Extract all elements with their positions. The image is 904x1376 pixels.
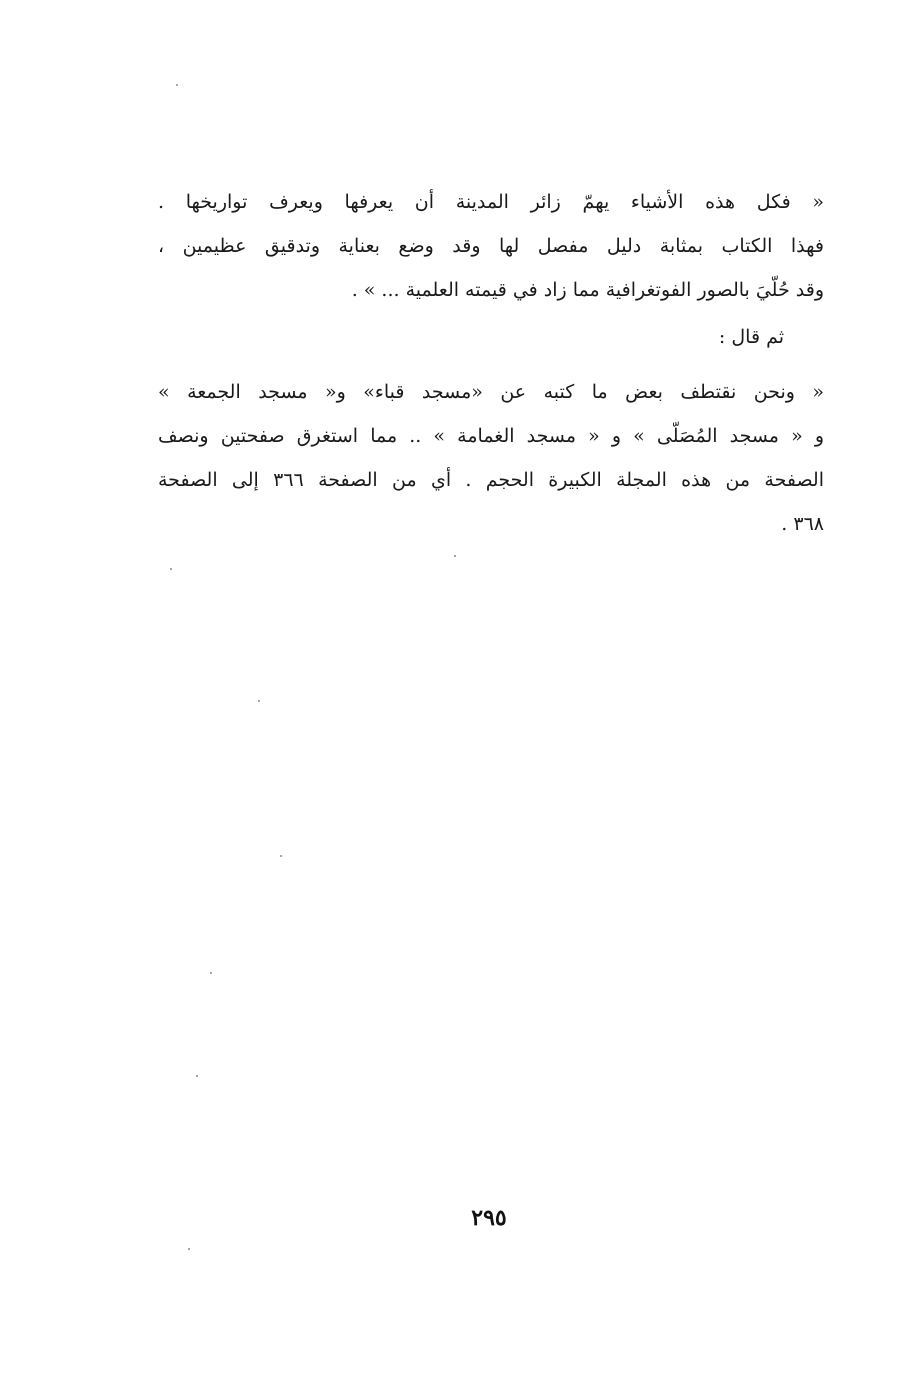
text-line: وقد حُلّيَ بالصور الفوتغرافية مما زاد في قيمته العلمية ... » .	[351, 279, 824, 301]
scan-speck	[176, 84, 178, 86]
scan-speck	[170, 568, 172, 570]
scan-speck	[196, 1075, 198, 1077]
intro-line-block	[158, 315, 824, 359]
quoted-paragraph-1	[158, 180, 824, 312]
scan-speck	[454, 555, 456, 557]
text-line: فهذا الكتاب بمثابة دليل مفصل لها وقد وضع بعناية وتدقيق عظيمين ،	[158, 235, 824, 257]
scan-speck	[258, 700, 260, 702]
intro-line: ثم قال :	[718, 326, 784, 348]
scan-speck	[188, 1248, 190, 1250]
text-line: و « مسجد المُصَلّى » و « مسجد الغمامة » .. مما استغرق صفحتين ونصف	[158, 425, 824, 447]
text-line: الصفحة من هذه المجلة الكبيرة الحجم . أي من الصفحة ٣٦٦ إلى الصفحة	[158, 469, 825, 491]
text-line: « فكل هذه الأشياء يهمّ زائر المدينة أن يعرفها ويعرف تواريخها .	[158, 191, 824, 213]
page-number: ٢٩٥	[471, 1205, 507, 1231]
text-line: ٣٦٨ .	[781, 513, 824, 535]
scan-speck	[210, 972, 212, 974]
quoted-paragraph-2	[158, 370, 824, 546]
text-line: « ونحن نقتطف بعض ما كتبه عن «مسجد قباء» و« مسجد الجمعة »	[158, 381, 824, 403]
scan-speck	[280, 855, 282, 857]
